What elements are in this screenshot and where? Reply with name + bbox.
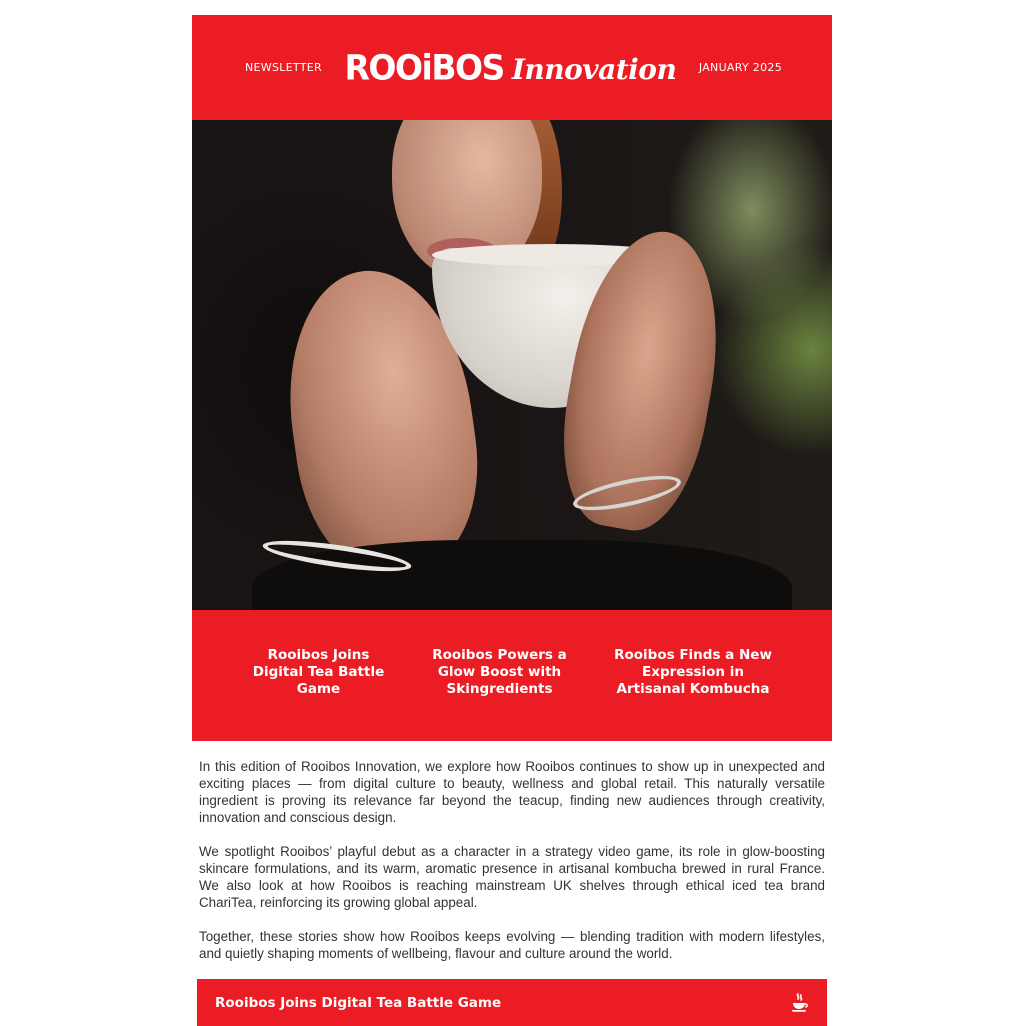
issue-date: JANUARY 2025 (698, 61, 782, 74)
intro-body (192, 741, 832, 962)
logo-script: Innovation (511, 53, 677, 86)
section-header[interactable] (197, 979, 827, 1026)
intro-paragraph: Together, these stories show how Rooibos keeps evolving — blending tradition with modern lifestyles, and quietly shaping moments of wellbeing, flavour and culture around the world. (199, 929, 825, 961)
feature-links (192, 610, 832, 741)
feature-link-game[interactable]: Rooibos Joins Digital Tea Battle Game (252, 647, 385, 697)
hero-image (192, 120, 832, 610)
feature-link-kombucha[interactable]: Rooibos Finds a New Expression in Artisanal Kombucha (614, 647, 772, 697)
logo-wordmark: ROOiBOS (344, 47, 504, 88)
newsletter (192, 15, 832, 1026)
section-title: Rooibos Joins Digital Tea Battle Game (215, 994, 502, 1011)
brand-logo[interactable] (345, 48, 677, 87)
newsletter-label: NEWSLETTER (245, 61, 322, 74)
newsletter-header (192, 15, 832, 120)
tea-cup-icon (791, 993, 809, 1013)
feature-link-skincare[interactable]: Rooibos Powers a Glow Boost with Skingredients (432, 647, 567, 697)
intro-paragraph: We spotlight Rooibos’ playful debut as a character in a strategy video game, its role in glow-boosting skincare formulations, and its warm, aromatic presence in artisanal kombucha brewed in rural France. We also look at how Rooibos is reaching mainstream UK shelves through ethical iced tea brand ChariTea, reinforcing its growing global appeal. (199, 844, 825, 910)
intro-paragraph: In this edition of Rooibos Innovation, we explore how Rooibos continues to show up in unexpected and exciting places — from digital culture to beauty, wellness and global retail. This naturally versatile ingredient is proving its relevance far beyond the teacup, finding new audiences through creativity, innovation and conscious design. (199, 759, 825, 825)
